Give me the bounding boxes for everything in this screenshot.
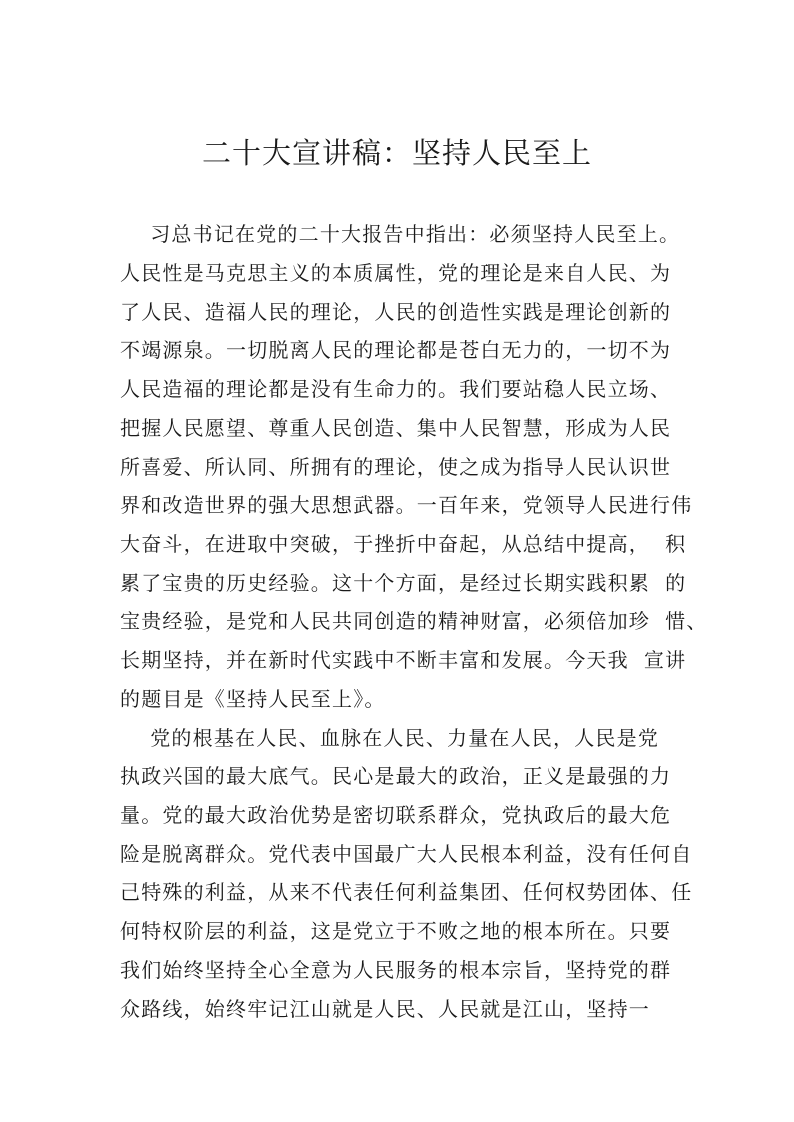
paragraph-line: 长期坚持，并在新时代实践中不断丰富和发展。今天我 宣讲 bbox=[120, 648, 687, 672]
paragraph-line: 己特殊的利益，从来不代表任何利益集团、任何权势团体、任 bbox=[120, 880, 693, 904]
paragraph-line: 了人民、造福人民的理论，人民的创造性实践是理论创新的 bbox=[120, 300, 672, 324]
paragraph-line: 险是脱离群众。党代表中国最广大人民根本利益，没有任何自 bbox=[120, 842, 693, 866]
paragraph-line: 量。党的最大政治优势是密切联系群众，党执政后的最大危 bbox=[120, 803, 672, 827]
paragraph-line: 何特权阶层的利益，这是党立于不败之地的根本所在。只要 bbox=[120, 919, 672, 943]
paragraph-line: 所喜爱、所认同、所拥有的理论，使之成为指导人民认识世 bbox=[120, 455, 672, 479]
paragraph-line: 的题目是《坚持人民至上》。 bbox=[120, 687, 386, 711]
paragraph-line: 界和改造世界的强大思想武器。一百年来，党领导人民进行伟 bbox=[120, 493, 693, 517]
paragraph-line: 大奋斗，在进取中突破，于挫折中奋起，从总结中提高， 积 bbox=[120, 532, 687, 556]
paragraph-line: 党的根基在人民、血脉在人民、力量在人民，人民是党 bbox=[120, 726, 660, 750]
paragraph-line: 人民性是马克思主义的本质属性，党的理论是来自人民、为 bbox=[120, 261, 672, 285]
paragraph-line: 众路线，始终牢记江山就是人民、人民就是江山，坚持一 bbox=[120, 997, 650, 1021]
paragraph-line: 不竭源泉。一切脱离人民的理论都是苍白无力的，一切不为 bbox=[120, 338, 672, 362]
paragraph-line: 把握人民愿望、尊重人民创造、集中人民智慧，形成为人民 bbox=[120, 416, 672, 440]
paragraph-line: 执政兴国的最大底气。民心是最大的政治，正义是最强的力 bbox=[120, 764, 672, 788]
paragraph-line: 宝贵经验，是党和人民共同创造的精神财富，必须倍加珍 惜、 bbox=[120, 609, 708, 633]
paragraph-line: 累了宝贵的历史经验。这十个方面，是经过长期实践积累 的 bbox=[120, 571, 687, 595]
document-title: 二十大宣讲稿：坚持人民至上 bbox=[201, 136, 592, 170]
paragraph-line: 我们始终坚持全心全意为人民服务的根本宗旨，坚持党的群 bbox=[120, 958, 672, 982]
paragraph-line: 习总书记在党的二十大报告中指出：必须坚持人民至上。 bbox=[120, 222, 681, 246]
paragraph-line: 人民造福的理论都是没有生命力的。我们要站稳人民立场、 bbox=[120, 377, 672, 401]
